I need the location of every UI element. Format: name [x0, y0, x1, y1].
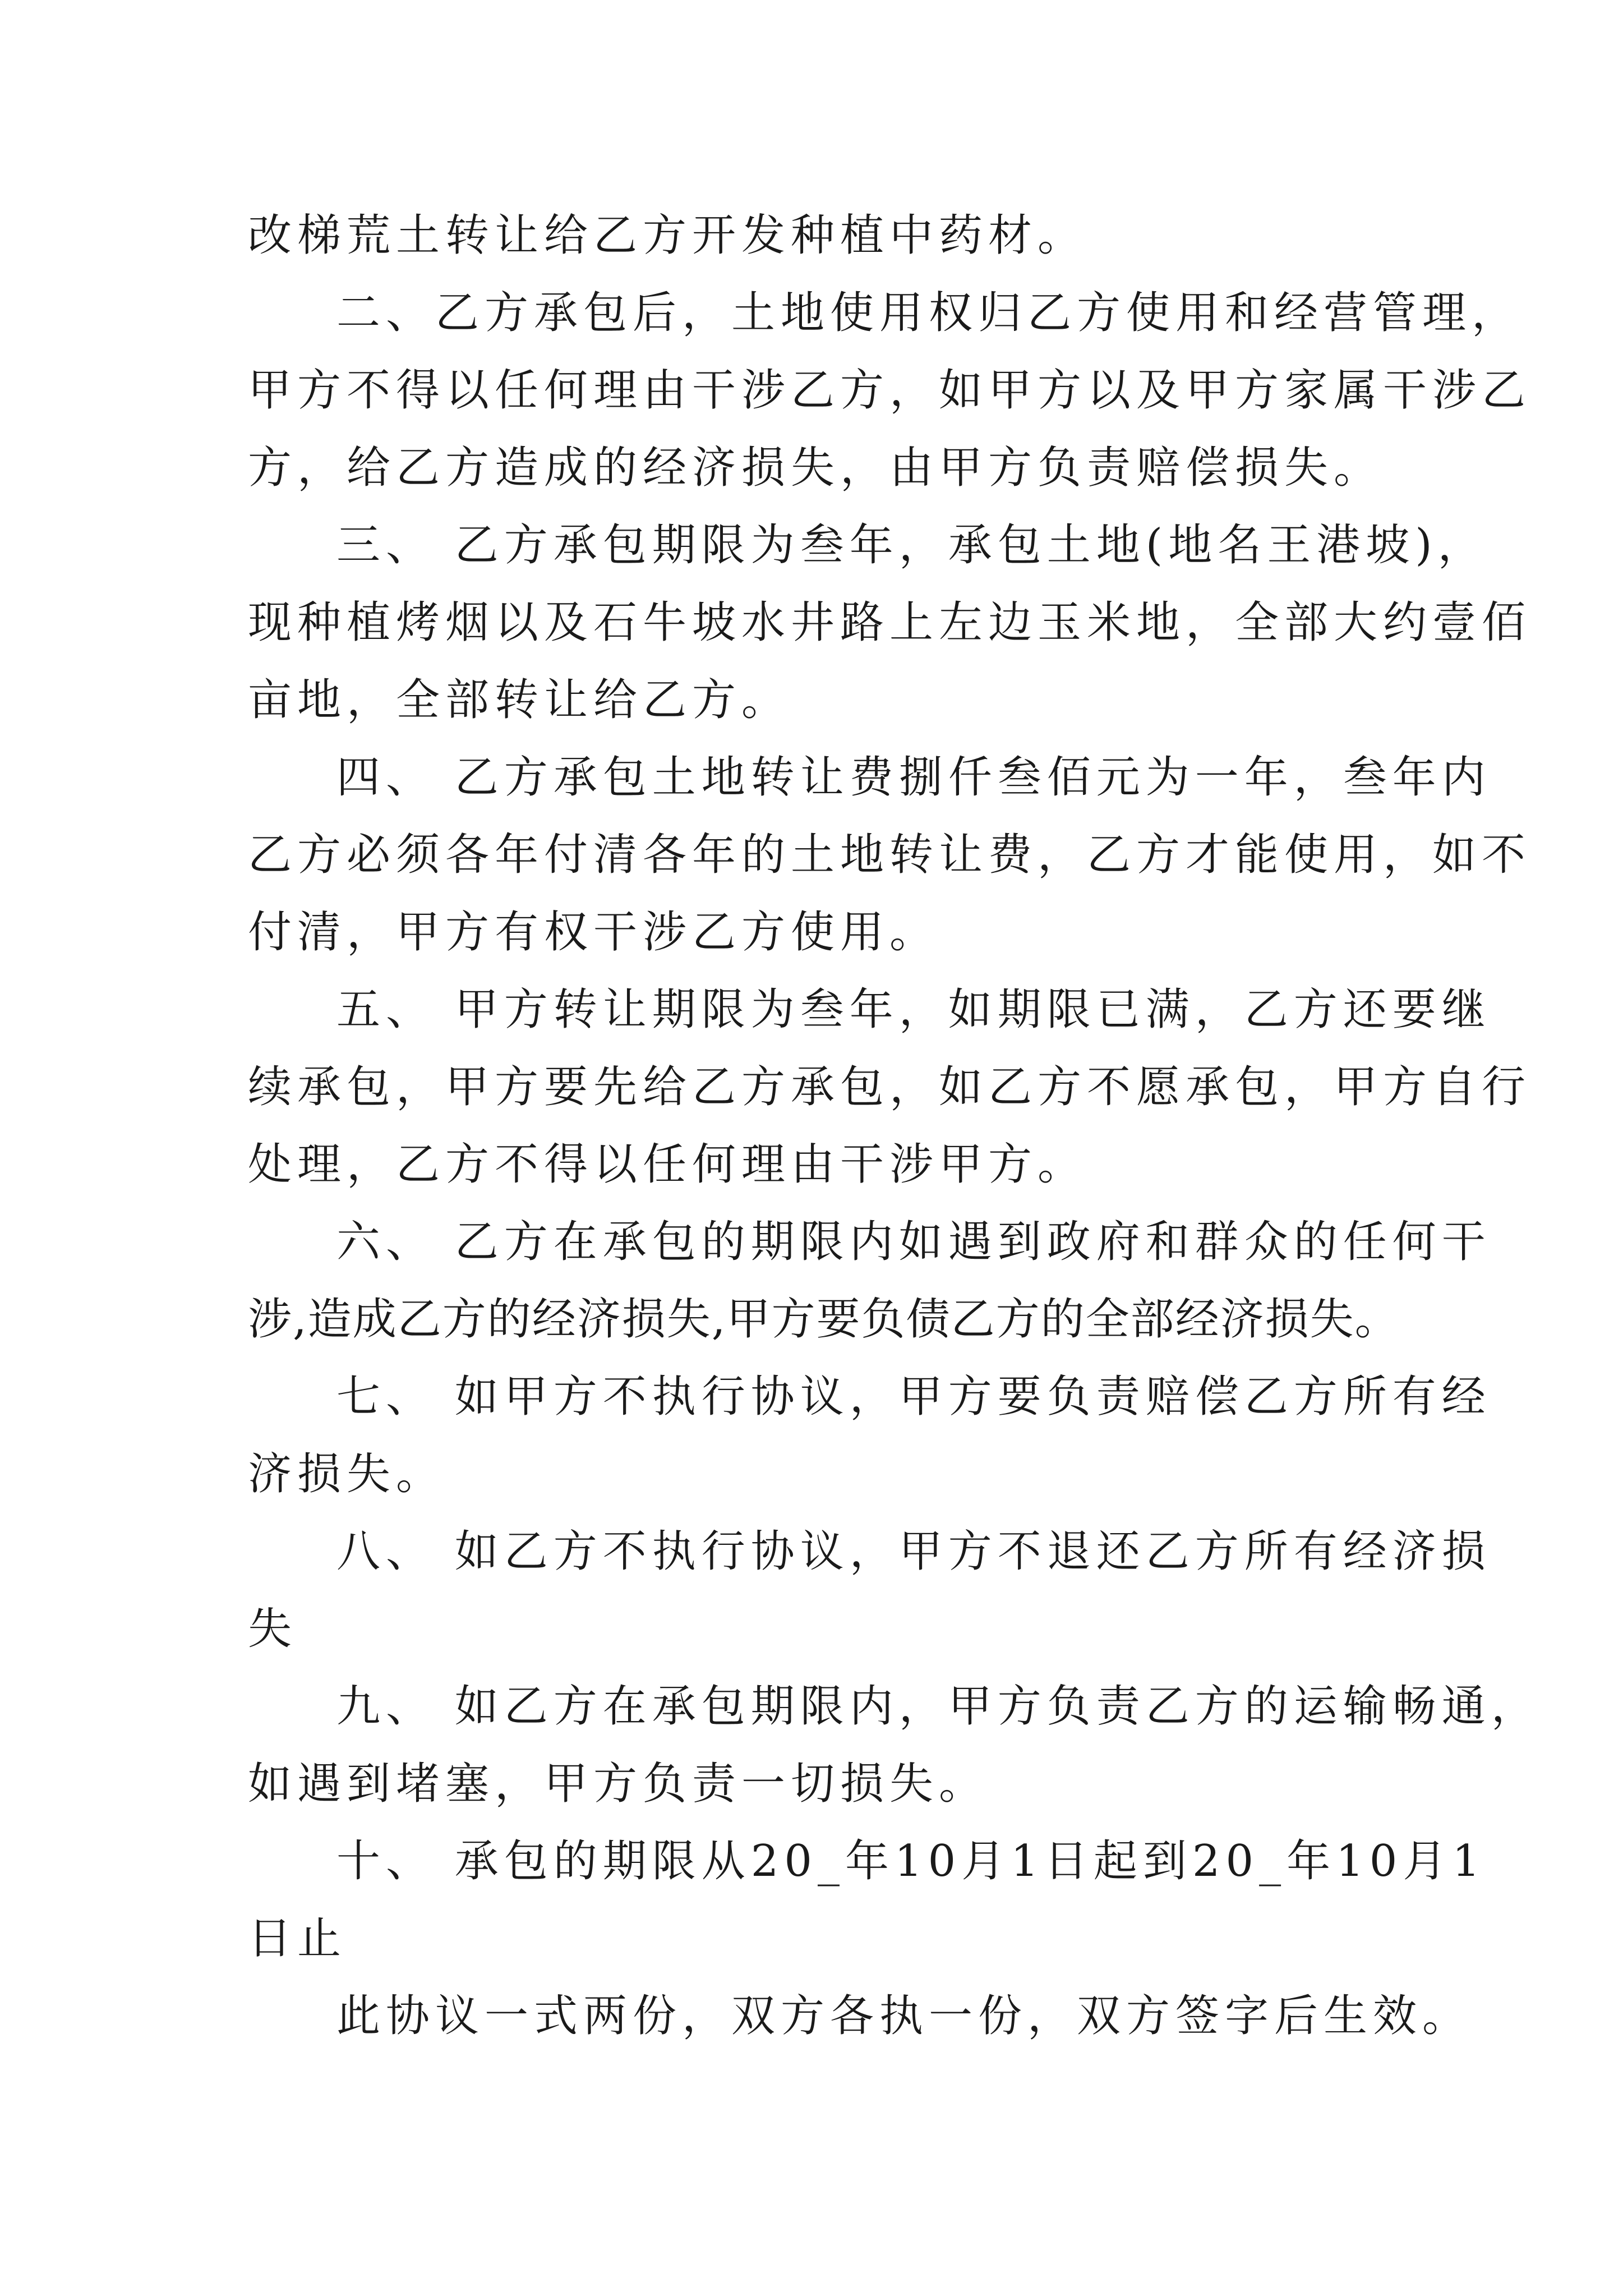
text-line: 现种植烤烟以及石牛坡水井路上左边玉米地，全部大约壹佰: [248, 597, 1532, 648]
clause-5-line: 五、 甲方转让期限为叁年，如期限已满，乙方还要继: [336, 984, 1491, 1035]
clause-3-line: 三、 乙方承包期限为叁年，承包土地(地名王港坡)，: [336, 520, 1487, 570]
clause-2-line: 二、乙方承包后，土地使用权归乙方使用和经营管理，: [336, 288, 1521, 338]
clause-7-line: 七、 如甲方不执行协议，甲方要负责赔偿乙方所有经: [336, 1372, 1491, 1422]
clause-6-line: 六、 乙方在承包的期限内如遇到政府和群众的任何干: [336, 1217, 1491, 1267]
text-line: 如遇到堵塞，甲方负责一切损失。: [248, 1759, 989, 1809]
text-line: 处理，乙方不得以任何理由干涉甲方。: [248, 1139, 1087, 1190]
text-line: 甲方不得以任何理由干涉乙方，如甲方以及甲方家属干涉乙: [248, 365, 1532, 416]
clause-10-line: 十、 承包的期限从20_年10月1日起到20_年10月1: [336, 1836, 1486, 1887]
text-line: 续承包，甲方要先给乙方承包，如乙方不愿承包，甲方自行: [248, 1062, 1532, 1112]
text-line: 乙方必须各年付清各年的土地转让费，乙方才能使用，如不: [248, 830, 1532, 880]
text-line: 亩地，全部转让给乙方。: [248, 675, 791, 725]
text-line: 付清，甲方有权干涉乙方使用。: [248, 907, 939, 958]
text-line: 涉,造成乙方的经济损失,甲方要负债乙方的全部经济损失。: [248, 1294, 1400, 1345]
text-line: 改梯荒土转让给乙方开发种植中药材。: [248, 210, 1087, 261]
closing-statement: 此协议一式两份，双方各执一份，双方签字后生效。: [336, 1991, 1472, 2041]
text-line: 济损失。: [248, 1449, 446, 1499]
text-line: 失: [248, 1604, 298, 1654]
clause-8-line: 八、 如乙方不执行协议，甲方不退还乙方所有经济损: [336, 1526, 1491, 1577]
text-line: 方，给乙方造成的经济损失，由甲方负责赔偿损失。: [248, 443, 1384, 493]
text-line: 日止: [248, 1913, 347, 1964]
clause-9-line: 九、 如乙方在承包期限内，甲方负责乙方的运输畅通，: [336, 1681, 1541, 1732]
clause-4-line: 四、 乙方承包土地转让费捌仟叁佰元为一年，叁年内: [336, 752, 1491, 803]
